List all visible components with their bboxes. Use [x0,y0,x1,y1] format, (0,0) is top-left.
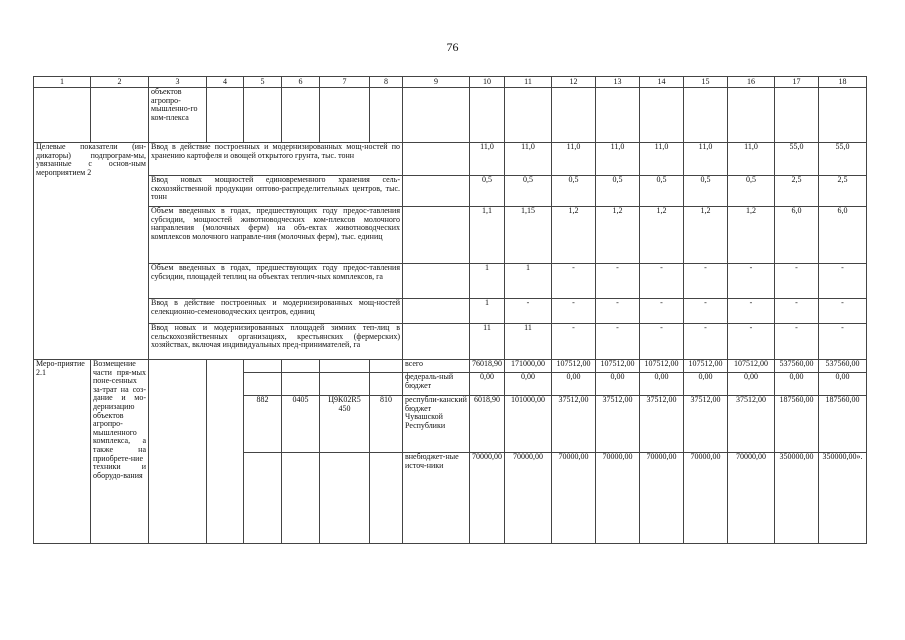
indicator-desc: Объем введенных в годах, предшествующих году предос-тавления субсидии, мощностей животноводческих ком-плексов молочного направления (молочных ферм) на объ-ектах животноводческих комплексов молочного направле-ния (молочных ферм), тыс. единиц [149,207,403,264]
indicator-value: 11,0 [470,143,505,176]
cell-empty [320,373,370,396]
header-col-15: 15 [684,77,728,88]
indicator-value: - [684,299,728,324]
continuation-row [34,88,867,143]
indicator-row [34,176,867,207]
funding-value: 70000,00 [728,453,775,544]
cell-empty [282,88,320,143]
header-col-8: 8 [370,77,403,88]
indicator-value: 1,2 [728,207,775,264]
funding-value: 70000,00 [684,453,728,544]
cell-empty [320,88,370,143]
indicator-value: 11,0 [552,143,596,176]
funding-value: 107512,00 [728,360,775,373]
indicator-row [34,324,867,360]
indicator-value: 0,5 [470,176,505,207]
funding-value: 37512,00 [640,396,684,453]
indicator-value: 11,0 [596,143,640,176]
indicator-value: 0,5 [596,176,640,207]
indicator-value: 0,5 [505,176,552,207]
funding-value: 107512,00 [596,360,640,373]
indicator-row [34,264,867,299]
funding-value: 6018,90 [470,396,505,453]
indicator-value: - [640,324,684,360]
indicator-row [34,299,867,324]
indicator-value: - [728,264,775,299]
indicator-desc: Ввод в действие построенных и модернизированных мощ-ностей по хранению картофеля и овощей открытого грунта, тыс. тонн [149,143,403,176]
indicator-value: 0,5 [640,176,684,207]
indicator-value: 0,5 [728,176,775,207]
funding-value: 0,00 [728,373,775,396]
cell-empty [244,360,282,373]
indicator-value: 1,2 [684,207,728,264]
indicator-value: 6,0 [775,207,819,264]
cell-empty [244,373,282,396]
indicator-desc: Объем введенных в годах, предшествующих году предос-тавления субсидии, площадей теплиц на объектах теплич-ных комплексов, га [149,264,403,299]
cell-empty [819,88,867,143]
indicator-value: - [640,264,684,299]
indicator-value: 2,5 [819,176,867,207]
cell-empty [403,176,470,207]
cell-empty [149,360,207,544]
cell-empty [728,88,775,143]
cell-empty [640,88,684,143]
indicator-value: 1,2 [640,207,684,264]
indicator-desc: Ввод в действие построенных и модернизированных мощ-ностей селекционно-семеноводческих центров, единиц [149,299,403,324]
header-col-18: 18 [819,77,867,88]
program-table [33,76,867,544]
cell-empty [282,360,320,373]
indicator-value: 1,15 [505,207,552,264]
funding-value: 70000,00 [596,453,640,544]
indicator-value: - [640,299,684,324]
header-col-6: 6 [282,77,320,88]
funding-value: 187560,00 [819,396,867,453]
cell-empty [370,373,403,396]
funding-source: всего [403,360,470,373]
indicator-value: 11,0 [640,143,684,176]
page-number: 76 [446,40,459,54]
cell-empty [320,360,370,373]
cell-empty [207,360,244,544]
indicator-desc: Ввод новых и модернизированных площадей зимних теп-лиц в сельскохозяйственных организациях, крестьянских (фермерских) хозяйствах, включая индивидуальных пред-принимателей, га [149,324,403,360]
cell-empty [684,88,728,143]
funding-value: 107512,00 [552,360,596,373]
funding-value: 0,00 [819,373,867,396]
header-col-9: 9 [403,77,470,88]
header-col-7: 7 [320,77,370,88]
funding-value: 101000,00 [505,396,552,453]
header-col-13: 13 [596,77,640,88]
funding-value: 70000,00 [552,453,596,544]
funding-value: 0,00 [684,373,728,396]
cell-empty [320,453,370,544]
indicator-row [34,143,867,176]
measure-title: Возмещение части пря-мых поне-сенных за-трат на соз-дание и мо-дернизацию объектов агропро-мышленного комплекса, а также на приобрете-ние техники и оборудо-вания [91,360,149,544]
funding-value: 187560,00 [775,396,819,453]
funding-value: 37512,00 [596,396,640,453]
indicator-row [34,207,867,264]
cell-empty [505,88,552,143]
indicator-value: 11,0 [684,143,728,176]
indicator-value: - [552,264,596,299]
header-col-16: 16 [728,77,775,88]
indicator-value: 1,2 [552,207,596,264]
cell-empty [403,207,470,264]
indicator-value: - [819,324,867,360]
funding-value: 70000,00 [640,453,684,544]
header-col-11: 11 [505,77,552,88]
indicator-desc: Ввод новых мощностей единовременного хранения сель-скохозяйственной продукции оптово-распределительных центров, тыс. тонн [149,176,403,207]
header-col-2: 2 [91,77,149,88]
indicator-value: 1,1 [470,207,505,264]
funding-value: 0,00 [640,373,684,396]
code-c6: 0405 [282,396,320,453]
header-col-5: 5 [244,77,282,88]
funding-source: республи-канский бюджет Чувашской Республики [403,396,470,453]
measure-number: Меро-приятие 2.1 [34,360,91,544]
cell-empty [91,88,149,143]
funding-value: 107512,00 [684,360,728,373]
header-col-3: 3 [149,77,207,88]
indicators-label: Целевые показатели (ин-дикаторы) подпрограм-мы, увязанные с основ-ным мероприятием 2 [34,143,149,360]
funding-source: федераль-ный бюджет [403,373,470,396]
cell-empty [403,88,470,143]
indicator-value: - [775,299,819,324]
header-col-1: 1 [34,77,91,88]
indicator-value: 11 [505,324,552,360]
funding-source: внебюджет-ные источ-ники [403,453,470,544]
indicator-value: - [505,299,552,324]
funding-value: 107512,00 [640,360,684,373]
indicator-value: 55,0 [819,143,867,176]
code-c8: 810 [370,396,403,453]
header-row [34,77,867,88]
cell-empty [282,373,320,396]
indicator-value: 1 [470,299,505,324]
indicator-value: 2,5 [775,176,819,207]
indicator-value: - [684,324,728,360]
funding-value: 537560,00 [819,360,867,373]
measure-row [34,360,867,373]
funding-value: 0,00 [470,373,505,396]
cell-empty [207,88,244,143]
indicator-value: 1,2 [596,207,640,264]
cell-empty [282,453,320,544]
header-col-10: 10 [470,77,505,88]
cell-empty [596,88,640,143]
header-col-12: 12 [552,77,596,88]
cell-empty [370,453,403,544]
cell-empty [403,264,470,299]
header-col-14: 14 [640,77,684,88]
funding-value: 0,00 [552,373,596,396]
cell-empty [370,88,403,143]
funding-value: 350000,00 [775,453,819,544]
funding-value: 37512,00 [728,396,775,453]
funding-value: 0,00 [775,373,819,396]
indicator-value: 1 [470,264,505,299]
funding-value: 37512,00 [552,396,596,453]
funding-value: 537560,00 [775,360,819,373]
cell-empty [470,88,505,143]
indicator-value: - [684,264,728,299]
indicator-value: - [728,324,775,360]
indicator-value: - [596,299,640,324]
cell-empty [775,88,819,143]
indicator-value: - [596,264,640,299]
indicator-value: - [819,299,867,324]
indicator-value: 0,5 [684,176,728,207]
funding-value: 0,00 [596,373,640,396]
cell-empty [403,324,470,360]
indicator-value: - [552,324,596,360]
cell-empty [244,453,282,544]
indicator-value: 11,0 [505,143,552,176]
code-c5: 882 [244,396,282,453]
funding-value: 70000,00 [505,453,552,544]
funding-value: 70000,00 [470,453,505,544]
header-col-17: 17 [775,77,819,88]
funding-value: 350000,00». [819,453,867,544]
cell-empty [552,88,596,143]
cell-empty [403,143,470,176]
indicator-value: - [728,299,775,324]
funding-value: 171000,00 [505,360,552,373]
indicator-value: - [819,264,867,299]
indicator-value: 55,0 [775,143,819,176]
funding-value: 37512,00 [684,396,728,453]
indicator-value: - [775,264,819,299]
indicator-value: 0,5 [552,176,596,207]
indicator-value: - [775,324,819,360]
code-c7: Ц9К02R5 450 [320,396,370,453]
indicator-value: - [552,299,596,324]
cell-empty [370,360,403,373]
funding-value: 76018,90 [470,360,505,373]
cell-empty [34,88,91,143]
funding-value: 0,00 [505,373,552,396]
indicator-value: 6,0 [819,207,867,264]
cell-empty [403,299,470,324]
header-col-4: 4 [207,77,244,88]
indicator-value: 11,0 [728,143,775,176]
cell-empty [244,88,282,143]
indicator-value: - [596,324,640,360]
indicator-value: 1 [505,264,552,299]
cont-col3: объектов агропро-мышленно-го ком-плекса [149,88,207,143]
indicator-value: 11 [470,324,505,360]
